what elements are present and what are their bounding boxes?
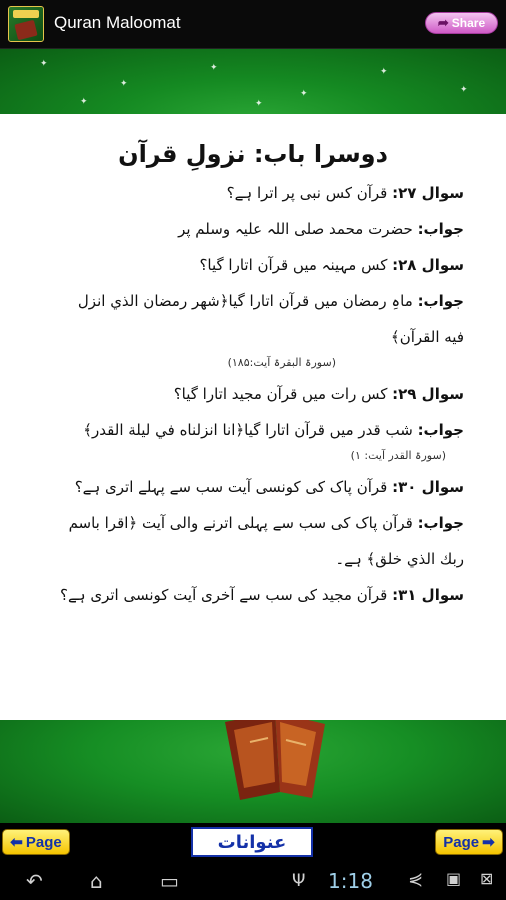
answer-line	[0, 290, 506, 312]
bottom-banner	[0, 720, 506, 823]
question-label: سوال ۲۸:	[392, 256, 464, 274]
verse-reference: (سورۃ القدر آیت: ۱)	[350, 449, 446, 462]
question-text: قرآن کس نبی پر اترا ہے؟	[226, 184, 388, 202]
sparkle-icon: ✦	[460, 85, 468, 95]
share-label: Share	[451, 16, 486, 30]
index-button[interactable]	[191, 827, 313, 857]
answer-continuation	[0, 548, 506, 570]
arrow-left-icon: ⬅	[10, 834, 23, 851]
answer-label: جواب:	[417, 421, 464, 439]
question-label: سوال ۲۷:	[392, 184, 464, 202]
prev-page-button[interactable]	[2, 829, 70, 855]
sparkle-icon: ✦	[120, 79, 128, 89]
share-arrow-icon: ➦	[437, 15, 449, 30]
answer-text: حضرت محمد صلی اللہ علیہ وسلم پر	[178, 220, 413, 238]
answer-label: جواب:	[417, 514, 464, 532]
sparkle-icon: ✦	[40, 59, 48, 69]
sparkle-icon: ✦	[210, 63, 218, 73]
answer-line	[0, 512, 506, 534]
back-icon[interactable]: ↶	[26, 869, 43, 893]
question-text: قرآن پاک کی کونسی آیت سب سے پہلے اتری ہے؟	[74, 478, 388, 496]
answer-text: فيه القرآن﴾	[390, 328, 464, 346]
answer-continuation	[0, 326, 506, 348]
recent-apps-icon[interactable]: ▭	[160, 869, 179, 893]
quran-book-icon	[220, 720, 330, 802]
sparkle-icon: ✦	[300, 89, 308, 99]
clock: 1:18	[328, 869, 373, 893]
question-label: سوال ۳۱:	[392, 586, 464, 604]
index-label: عنوانات	[217, 831, 287, 853]
arrow-right-icon: ➡	[482, 834, 495, 851]
notification-icon: ⊠	[480, 869, 494, 888]
question-line	[0, 476, 506, 498]
chapter-title: دوسرا باب: نزولِ قرآن	[118, 140, 388, 168]
question-line	[0, 254, 506, 276]
sparkle-icon: ✦	[80, 97, 88, 107]
verse-reference: (سورۃ البقرۃ آیت:۱۸۵)	[227, 356, 336, 369]
home-icon[interactable]: ⌂	[90, 869, 103, 893]
question-line	[0, 584, 506, 606]
share-button[interactable]	[425, 12, 498, 34]
sparkle-icon: ✦	[255, 99, 263, 109]
answer-text: شب قدر میں قرآن اتارا گیا﴿انا انزلناه في ليلة القدر﴾	[83, 421, 413, 439]
answer-label: جواب:	[417, 292, 464, 310]
question-label: سوال ۳۰:	[392, 478, 464, 496]
question-text: قرآن مجید کی سب سے آخری آیت کونسی اتری ہے؟	[60, 586, 388, 604]
top-banner	[0, 49, 506, 114]
answer-text: ماہِ رمضان میں قرآن اتارا گیا﴿شهر رمضان الذي انزل	[77, 292, 413, 310]
question-text: کس رات میں قرآن مجید اتارا گیا؟	[173, 385, 388, 403]
question-label: سوال ۲۹:	[392, 385, 464, 403]
screenshot-icon: ▣	[446, 869, 462, 888]
answer-line	[0, 419, 506, 441]
share-icon: ⋞	[408, 869, 424, 890]
question-line	[0, 383, 506, 405]
app-title: Quran Maloomat	[54, 13, 181, 32]
app-logo-icon[interactable]	[8, 6, 44, 42]
next-page-button[interactable]	[435, 829, 503, 855]
answer-label: جواب:	[417, 220, 464, 238]
system-bar	[0, 861, 506, 900]
prev-page-label: Page	[25, 833, 62, 851]
page-nav-bar	[0, 823, 506, 861]
action-bar	[0, 0, 506, 49]
question-text: کس مہینہ میں قرآن اتارا گیا؟	[199, 256, 388, 274]
answer-line	[0, 218, 506, 240]
content-page[interactable]	[0, 114, 506, 720]
answer-text: قرآن پاک کی سب سے پہلی اترنے والی آیت ﴿اقرا باسم	[68, 514, 413, 532]
usb-icon: Ψ	[292, 871, 306, 891]
next-page-label: Page	[443, 833, 480, 851]
answer-text: ربك الذي خلق﴾ ہے۔	[335, 550, 464, 568]
sparkle-icon: ✦	[380, 67, 388, 77]
question-line	[0, 182, 506, 204]
